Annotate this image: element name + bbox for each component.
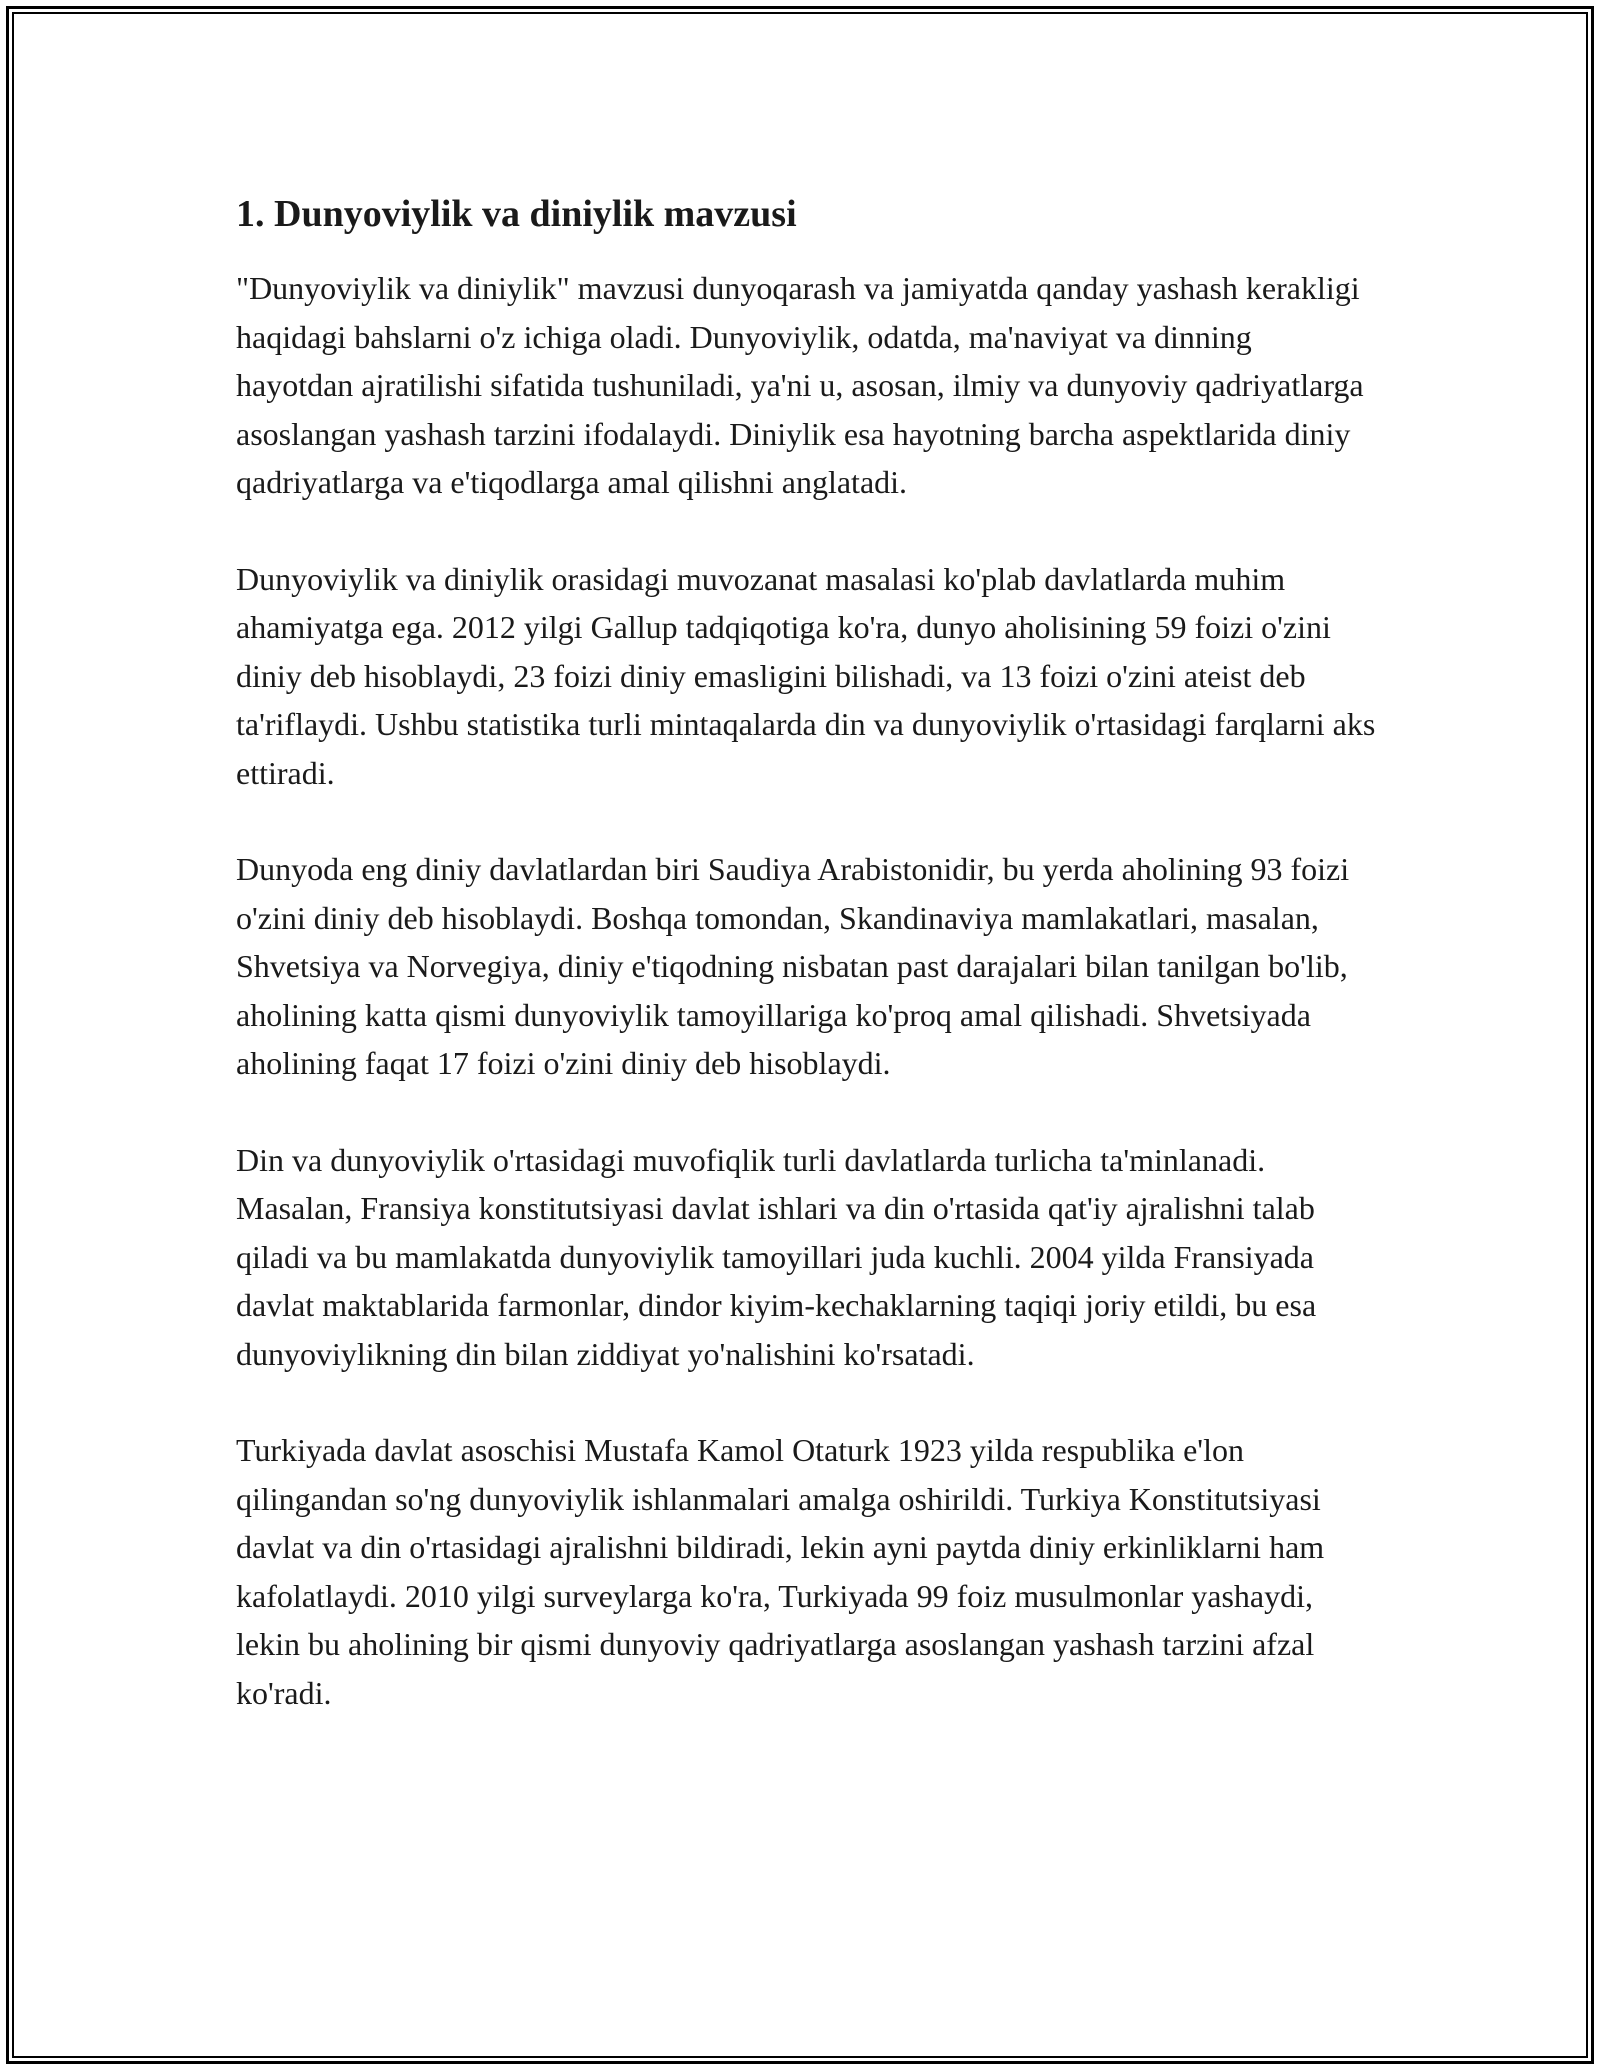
paragraph-saudi-scandinavia: Dunyoda eng diniy davlatlardan biri Saudiya Arabistonidir, bu yerda aholining 93 foizi o'zini diniy deb hisoblaydi. Boshqa tomondan, Skandinaviya mamlakatlari, masalan, Shvetsiya va Norvegiya, diniy e'tiqodning nisbatan past darajalari bilan tanilgan bo'lib, aholining katta qismi dunyoviylik tamoyillariga ko'proq amal qilishadi. Shvetsiyada aholining faqat 17 foizi o'zini diniy deb hisoblaydi.: [236, 851, 1350, 1081]
section-title: 1. Dunyoviylik va diniylik mavzusi: [236, 193, 797, 235]
paragraph-turkey: Turkiyada davlat asoschisi Mustafa Kamol Otaturk 1923 yilda respublika e'lon qilingandan so'ng dunyoviylik ishlanmalari amalga oshirildi. Turkiya Konstitutsiyasi davlat va din o'rtasidagi ajralishni bildiradi, lekin ayni paytda diniy erkinliklarni ham kafolatlaydi. 2010 yilgi surveylarga ko'ra, Turkiyada 99 foiz musulmonlar yashaydi, lekin bu aholining bir qismi dunyoviy qadriyatlarga asoslangan yashash tarzini afzal ko'radi.: [236, 1432, 1325, 1711]
paragraph-france: Din va dunyoviylik o'rtasidagi muvofiqlik turli davlatlarda turlicha ta'minlanadi. Masalan, Fransiya konstitutsiyasi davlat ishlari va din o'rtasida qat'iy ajralishni talab qiladi va bu mamlakatda dunyoviylik tamoyillari juda kuchli. 2004 yilda Fransiyada davlat maktablarida farmonlar, dindor kiyim-kechaklarning taqiqi joriy etildi, bu esa dunyoviylikning din bilan ziddiyat yo'nalishini ko'rsatadi.: [236, 1141, 1317, 1372]
paragraph-balance-statistics: Dunyoviylik va diniylik orasidagi muvozanat masalasi ko'plab davlatlarda muhim ahamiyatga ega. 2012 yilgi Gallup tadqiqotiga ko'ra, dunyo aholisining 59 foizi o'zini diniy deb hisoblaydi, 23 foizi diniy emasligini bilishadi, va 13 foizi o'zini ateist deb ta'riflaydi. Ushbu statistika turli mintaqalarda din va dunyoviylik o'rtasidagi farqlarni aks ettiradi.: [236, 560, 1376, 791]
paragraph-intro: "Dunyoviylik va diniylik" mavzusi dunyoqarash va jamiyatda qanday yashash kerakligi haqidagi bahslarni o'z ichiga oladi. Dunyoviylik, odatda, ma'naviyat va dinning hayotdan ajratilishi sifatida tushuniladi, ya'ni u, asosan, ilmiy va dunyoviy qadriyatlarga asoslangan yashash tarzini ifodalaydi. Diniylik esa hayotning barcha aspektlarida diniy qadriyatlarga va e'tiqodlarga amal qilishni anglatadi.: [236, 270, 1364, 500]
document-body: [236, 186, 1376, 1765]
